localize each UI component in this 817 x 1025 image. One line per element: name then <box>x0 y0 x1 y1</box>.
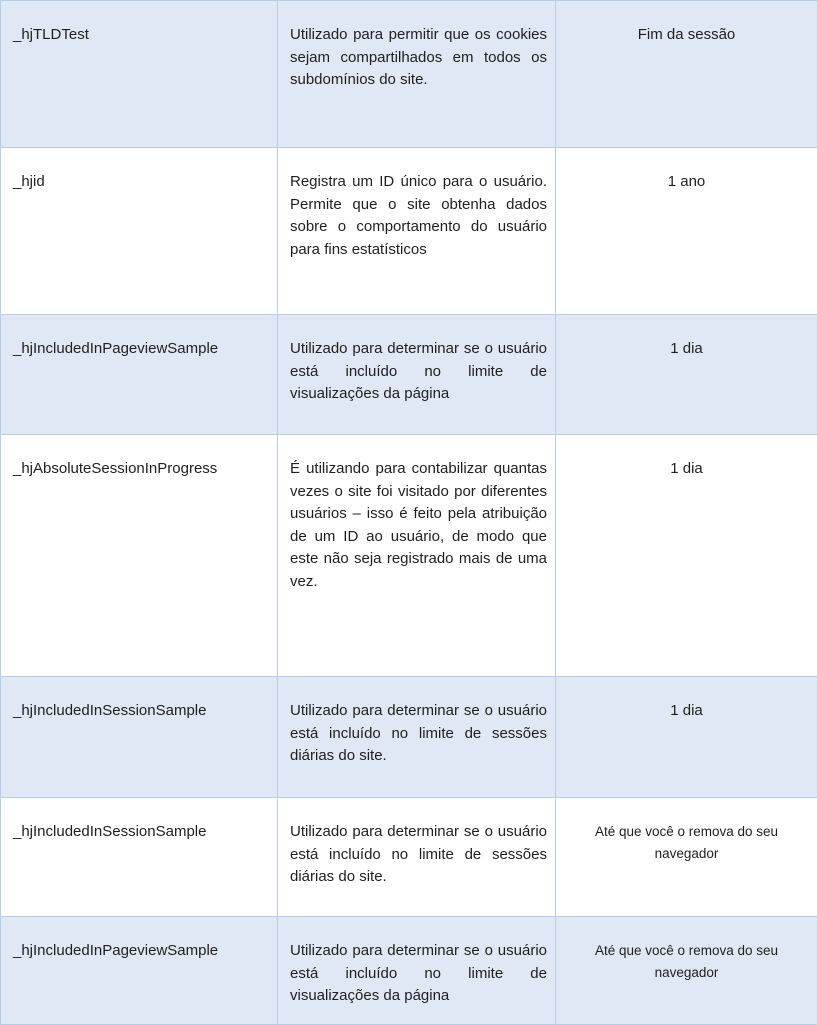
cookie-duration: Fim da sessão <box>556 1 817 148</box>
cookie-description: Utilizado para determinar se o usuário está incluído no limite de sessões diárias do site. <box>278 798 556 917</box>
cookie-name: _hjid <box>1 148 278 315</box>
table-row <box>1 1 817 148</box>
cookie-duration: Até que você o remova do seu navegador <box>556 798 817 917</box>
table-row <box>1 435 817 677</box>
cookie-duration: 1 dia <box>556 435 817 677</box>
cookie-name: _hjTLDTest <box>1 1 278 148</box>
table-row <box>1 677 817 798</box>
cookie-description: Utilizado para determinar se o usuário está incluído no limite de visualizações da página <box>278 315 556 435</box>
cookie-duration: 1 ano <box>556 148 817 315</box>
cookie-description: É utilizando para contabilizar quantas vezes o site foi visitado por diferentes usuários – isso é feito pela atribuição de um ID ao usuário, de modo que este não seja registrado mais de uma vez. <box>278 435 556 677</box>
table-row <box>1 315 817 435</box>
cookie-name: _hjAbsoluteSessionInProgress <box>1 435 278 677</box>
cookie-description: Utilizado para determinar se o usuário está incluído no limite de sessões diárias do site. <box>278 677 556 798</box>
cookie-description: Utilizado para permitir que os cookies sejam compartilhados em todos os subdomínios do site. <box>278 1 556 148</box>
cookie-name: _hjIncludedInPageviewSample <box>1 315 278 435</box>
cookie-name: _hjIncludedInSessionSample <box>1 798 278 917</box>
table-row <box>1 798 817 917</box>
table-row <box>1 917 817 1025</box>
cookie-description: Registra um ID único para o usuário. Permite que o site obtenha dados sobre o comportamento do usuário para fins estatísticos <box>278 148 556 315</box>
cookie-duration: Até que você o remova do seu navegador <box>556 917 817 1025</box>
cookie-duration: 1 dia <box>556 677 817 798</box>
table-row <box>1 148 817 315</box>
cookie-name: _hjIncludedInSessionSample <box>1 677 278 798</box>
cookie-name: _hjIncludedInPageviewSample <box>1 917 278 1025</box>
cookie-description: Utilizado para determinar se o usuário está incluído no limite de visualizações da página <box>278 917 556 1025</box>
cookie-duration: 1 dia <box>556 315 817 435</box>
